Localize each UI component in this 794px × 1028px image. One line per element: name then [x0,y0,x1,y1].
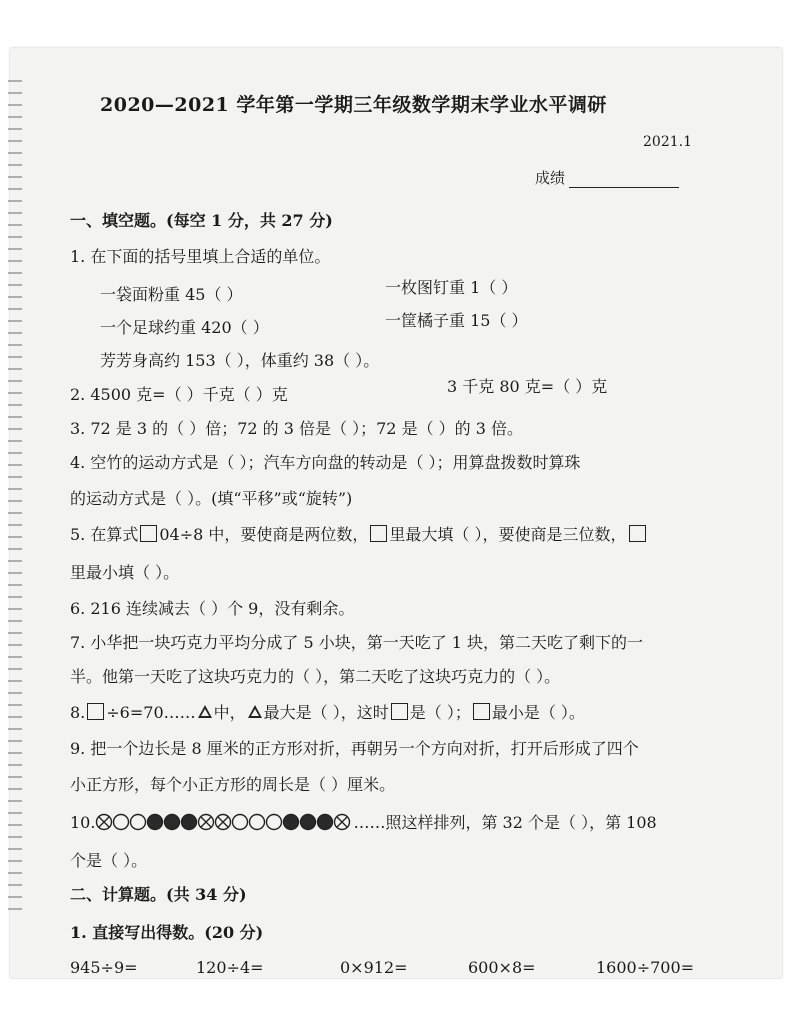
score-blank [569,173,679,188]
filled-circle-icon [301,815,316,830]
blank-box-icon [629,525,646,542]
calc-item: 600×8= [468,958,536,977]
blank-box-icon [87,703,104,720]
q6-text: 6. 216 连续减去（ ）个 9，没有剩余。 [70,599,355,618]
q8-part2: ÷6=70…… [106,703,196,722]
calc-item: 120÷4= [196,958,264,977]
q4-line1: 4. 空竹的运动方式是（ ）；汽车方向盘的转动是（ ）；用算盘拨数时算珠 [70,453,581,472]
empty-circle-icon [114,815,129,830]
q5-line2: 里最小填（ ）。 [70,563,180,582]
q1-item-d: 一筐橘子重 15（ ） [385,311,528,330]
blank-box-icon [370,525,387,542]
q4-line2: 的运动方式是（ ）。(填“平移”或“旋转”) [70,489,353,508]
cross-circle-icon [97,815,112,830]
calc-item: 1600÷700= [596,958,695,977]
exam-title: 2020—2021 学年第一学期三年级数学期末学业水平调研 [100,94,607,116]
q10-line1 [70,810,657,833]
q8-text [70,700,585,723]
circle-pattern-svg [95,812,353,832]
blank-box-icon [473,703,490,720]
q1-item-b: 一枚图钉重 1（ ） [385,278,518,297]
filled-circle-icon [148,815,163,830]
q7-line2: 半。他第一天吃了这块巧克力的（ ），第二天吃了这块巧克力的（ ）。 [70,667,561,686]
q10-part1: 10. [70,813,96,832]
q3-text: 3. 72 是 3 的（ ）倍；72 的 3 倍是（ ）；72 是（ ）的 3 倍。 [70,419,524,438]
q5-part3: 里最大填（ ），要使商是三位数， [389,525,627,544]
filled-circle-icon [284,815,299,830]
cross-circle-icon [216,815,231,830]
q8-part4: 最大是（ ），这时 [263,703,389,722]
blank-box-icon [391,703,408,720]
q5-part1: 5. 在算式 [70,525,139,544]
circle-pattern [95,812,353,832]
q1-text: 1. 在下面的括号里填上合适的单位。 [70,247,331,266]
calc-item: 945÷9= [70,958,138,977]
q8-part5: 是（ ）； [409,703,471,722]
q9-line1: 9. 把一个边长是 8 厘米的正方形对折，再朝另一个方向对折，打开后形成了四个 [70,739,639,758]
blank-box-icon [140,525,157,542]
score-field [535,167,679,188]
section2-heading: 二、计算题。(共 34 分) [70,885,247,904]
q2-right: 3 千克 80 克=（ ）克 [447,377,608,396]
cross-circle-icon [335,815,350,830]
score-label: 成绩 [535,169,566,187]
q8-part1: 8. [70,703,86,722]
filled-circle-icon [318,815,333,830]
q5-part2: 04÷8 中，要使商是两位数， [159,525,369,544]
q9-line2: 小正方形，每个小正方形的周长是（ ）厘米。 [70,775,396,794]
filled-circle-icon [165,815,180,830]
calc-item: 0×912= [340,958,408,977]
q10-line2: 个是（ ）。 [70,851,148,870]
empty-circle-icon [131,815,146,830]
exam-date: 2021.1 [643,134,692,150]
q1-item-a: 一袋面粉重 45（ ） [100,285,243,304]
binding-holes [8,80,22,920]
q8-part6: 最小是（ ）。 [491,703,585,722]
empty-circle-icon [250,815,265,830]
section2-q1: 1. 直接写出得数。(20 分) [70,923,264,942]
empty-circle-icon [233,815,248,830]
triangle-icon [248,705,262,718]
empty-circle-icon [267,815,282,830]
q2-left: 2. 4500 克=（ ）千克（ ）克 [70,385,288,404]
q1-item-c: 一个足球约重 420（ ） [100,318,269,337]
q10-part2: ……照这样排列，第 32 个是（ ），第 108 [353,813,657,832]
q7-line1: 7. 小华把一块巧克力平均分成了 5 小块，第一天吃了 1 块，第二天吃了剩下的一 [70,633,644,652]
q8-part3: 中， [213,703,246,722]
filled-circle-icon [182,815,197,830]
cross-circle-icon [199,815,214,830]
section1-heading: 一、填空题。(每空 1 分，共 27 分) [70,211,333,230]
q1-item-e: 芳芳身高约 153（ ），体重约 38（ ）。 [100,351,380,370]
q5-line1 [70,522,648,545]
triangle-icon [198,705,212,718]
